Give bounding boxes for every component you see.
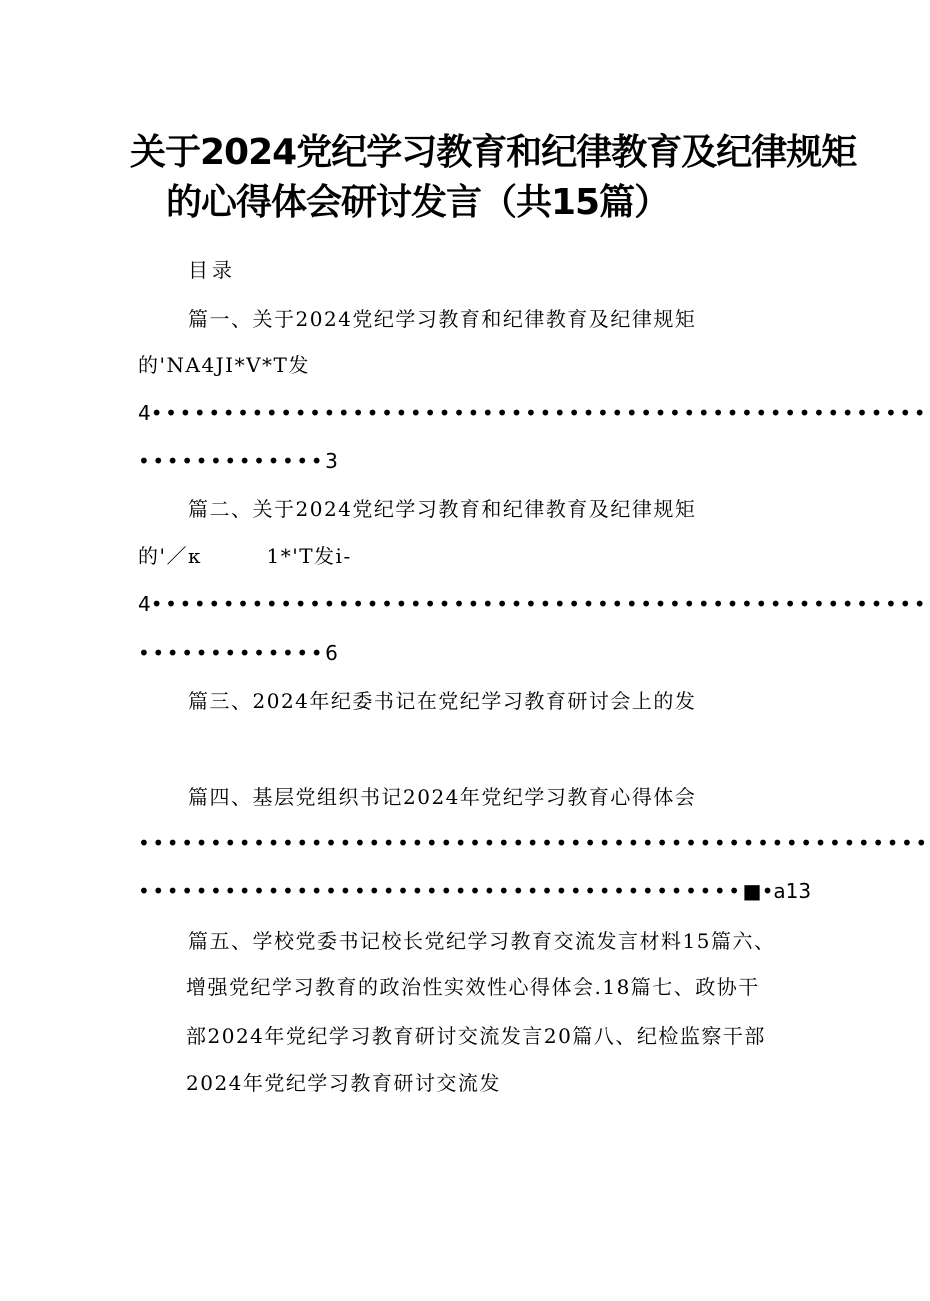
toc-entry-2-leader-2	[138, 638, 798, 668]
toc-entry-4-page: •a13	[761, 879, 812, 903]
toc-entry-1-leader-1	[138, 398, 929, 428]
toc-entry-2-leader-1	[138, 589, 929, 619]
toc-paragraph-line-1: 篇五、学校党委书记校长党纪学习教育交流发言材料15篇六、	[188, 929, 776, 953]
toc-entry-1-leader-2	[138, 446, 798, 476]
toc-entry-4-leader-1	[138, 828, 930, 858]
toc-entry-3-line-1: 篇三、2024年纪委书记在党纪学习教育研讨会上的发	[188, 689, 697, 713]
title-line-2: 的心得体会研讨发言（共15篇）	[166, 182, 670, 223]
toc-heading: 目录	[188, 258, 236, 282]
toc-paragraph-line-4: 2024年党纪学习教育研讨交流发	[186, 1071, 501, 1095]
toc-entry-4-dots-2: ••••••••••••••••••••••••••••••••••••••••••	[138, 879, 743, 903]
document-title	[130, 128, 857, 228]
toc-entry-2-leader-prefix: 4	[138, 592, 151, 616]
toc-entry-1-dots-2: •••••••••••••	[138, 449, 326, 473]
toc-entry-4-dots: •••••••••••••••••••••••••••••••••••••••••••••••••••••••	[138, 831, 930, 855]
toc-entry-1-line-1: 篇一、关于2024党纪学习教育和纪律教育及纪律规矩	[188, 307, 697, 331]
toc-entry-2-line-1: 篇二、关于2024党纪学习教育和纪律教育及纪律规矩	[188, 497, 697, 521]
toc-entry-4-square-mark: ■	[742, 879, 762, 903]
toc-entry-1-leader-prefix: 4	[138, 401, 151, 425]
toc-entry-2-line-2: 的'／κ 1*'T发i-	[138, 544, 352, 568]
title-line-1: 关于2024党纪学习教育和纪律教育及纪律规矩	[130, 132, 857, 173]
toc-entry-2-page: 6	[325, 641, 338, 665]
toc-paragraph-line-2: 增强党纪学习教育的政治性实效性心得体会.18篇七、政协干	[186, 975, 760, 999]
toc-entry-4-leader-2	[138, 876, 812, 906]
toc-entry-2-dots: ••••••••••••••••••••••••••••••••••••••••••••••••••••••	[150, 592, 929, 616]
toc-entry-1-dots: ••••••••••••••••••••••••••••••••••••••••••••••••••••••	[150, 401, 929, 425]
toc-entry-4-line-1: 篇四、基层党组织书记2024年党纪学习教育心得体会	[188, 785, 697, 809]
toc-paragraph-line-3: 部2024年党纪学习教育研讨交流发言20篇八、纪检监察干部	[186, 1024, 766, 1048]
toc-entry-2-dots-2: •••••••••••••	[138, 641, 326, 665]
toc-entry-1-page: 3	[325, 449, 338, 473]
toc-entry-1-line-2: 的'NA4JI*V*T发	[138, 353, 310, 377]
